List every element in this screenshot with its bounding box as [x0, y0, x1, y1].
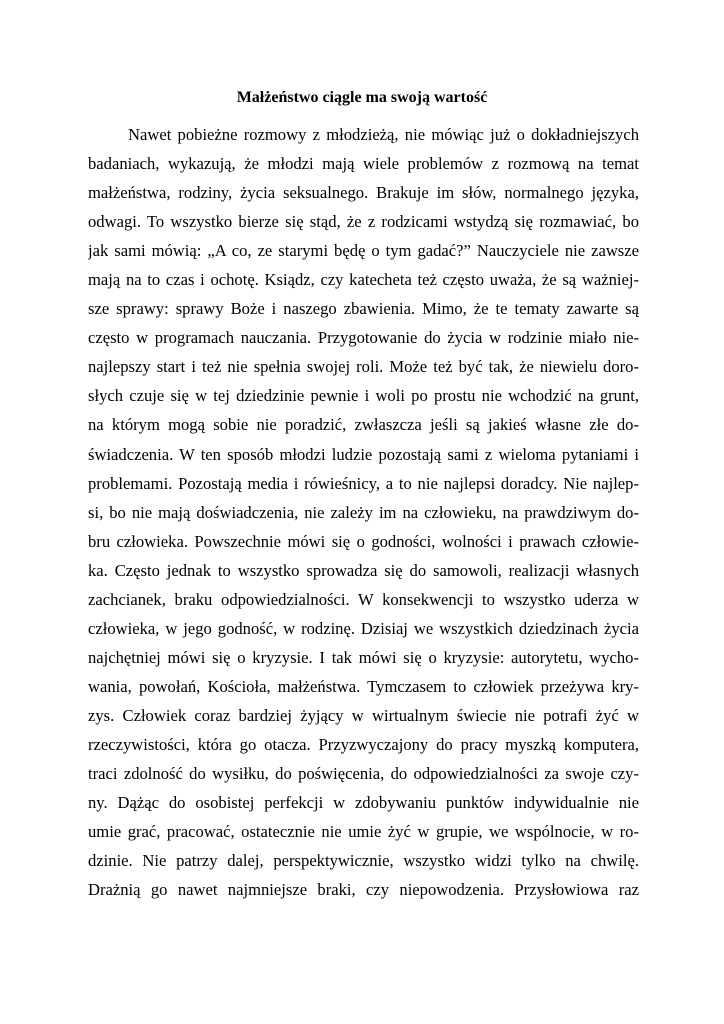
text-line: na którym mogą sobie nie poradzić, zwłaszcza jeśli są jakieś własne złe do- — [88, 415, 639, 435]
text-line: Drażnią go nawet najmniejsze braki, czy niepowodzenia. Przysłowiowa raz — [88, 880, 639, 900]
text-line: ny. Dążąc do osobistej perfekcji w zdobywaniu punktów indywidualnie nie — [88, 793, 639, 813]
text-line: sze sprawy: sprawy Boże i naszego zbawienia. Mimo, że te tematy zawarte są — [88, 299, 639, 319]
document-title: Małżeństwo ciągle ma swoją wartość — [236, 89, 488, 106]
text-line: badaniach, wykazują, że młodzi mają wiele problemów z rozmową na temat — [88, 154, 639, 174]
text-line: jak sami mówią: „A co, ze starymi będę o tym gadać?” Nauczyciele nie zawsze — [88, 241, 639, 261]
text-line: zachcianek, braku odpowiedzialności. W konsekwencji to wszystko uderza w — [88, 589, 639, 609]
text-line: umie grać, pracować, ostatecznie nie umie żyć w grupie, we wspólnocie, w ro- — [88, 822, 639, 842]
text-line: problemami. Pozostają media i rówieśnicy, a to nie najlepsi doradcy. Nie najlep- — [88, 473, 639, 493]
text-line: małżeństwa, rodziny, życia seksualnego. Brakuje im słów, normalnego języka, — [88, 183, 639, 203]
text-line: wania, powołań, Kościoła, małżeństwa. Tymczasem to człowiek przeżywa kry- — [88, 676, 639, 696]
text-line: człowieka, w jego godność, w rodzinę. Dzisiaj we wszystkich dziedzinach życia — [88, 618, 639, 638]
text-line: często w programach nauczania. Przygotowanie do życia w rodzinie miało nie- — [88, 328, 639, 348]
text-line: mają na to czas i ochotę. Ksiądz, czy katecheta też często uważa, że są ważniej- — [88, 270, 639, 290]
text-line: Nawet pobieżne rozmowy z młodzieżą, nie mówiąc już o dokładniejszych — [128, 125, 639, 144]
text-line: bru człowieka. Powszechnie mówi się o godności, wolności i prawach człowie- — [88, 531, 639, 551]
text-line: zys. Człowiek coraz bardziej żyjący w wirtualnym świecie nie potrafi żyć w — [88, 705, 639, 725]
text-line: si, bo nie mają doświadczenia, nie zależy im na człowieku, na prawdziwym do- — [88, 502, 639, 522]
text-line: dzinie. Nie patrzy dalej, perspektywicznie, wszystko widzi tylko na chwilę. — [88, 851, 639, 871]
text-line: najlepszy start i też nie spełnia swojej roli. Może też być tak, że niewielu doro- — [88, 357, 639, 377]
text-line: świadczenia. W ten sposób młodzi ludzie pozostają sami z wieloma pytaniami i — [88, 444, 639, 464]
text-line: ka. Często jednak to wszystko sprowadza się do samowoli, realizacji własnych — [88, 560, 639, 580]
text-line: odwagi. To wszystko bierze się stąd, że z rodzicami wstydzą się rozmawiać, bo — [88, 212, 639, 232]
text-line: najchętniej mówi się o kryzysie. I tak mówi się o kryzysie: autorytetu, wycho- — [88, 647, 639, 667]
text-line: słych czuje się w tej dziedzinie pewnie i woli po prostu nie wchodzić na grunt, — [88, 386, 639, 406]
text-line: traci zdolność do wysiłku, do poświęcenia, do odpowiedzialności za swoje czy- — [88, 764, 639, 784]
text-line: rzeczywistości, która go otacza. Przyzwyczajony do pracy myszką komputera, — [88, 734, 639, 754]
body-text — [88, 120, 639, 904]
